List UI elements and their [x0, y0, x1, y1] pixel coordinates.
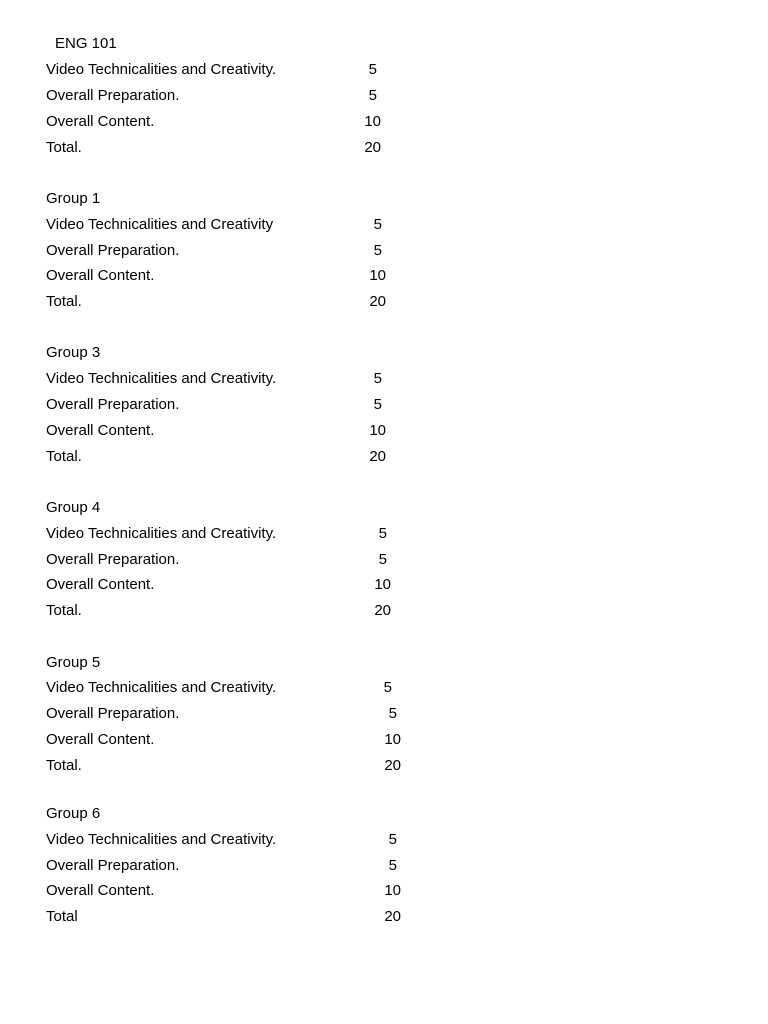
criterion-score: 10	[384, 731, 401, 748]
criterion-score: 10	[369, 267, 386, 284]
criterion-score: 5	[368, 61, 377, 78]
total-label: Total.	[46, 293, 82, 310]
total-score: 20	[369, 448, 386, 465]
criterion-label: Overall Preparation.	[46, 242, 180, 259]
criterion-label: Overall Preparation.	[46, 87, 180, 104]
criterion-score: 5	[388, 831, 397, 848]
criterion-score: 10	[384, 882, 401, 899]
criterion-score: 5	[383, 679, 392, 696]
criterion-label: Video Technicalities and Creativity.	[46, 370, 277, 387]
criterion-score: 5	[378, 551, 387, 568]
criterion-score: 5	[373, 216, 382, 233]
criterion-label: Video Technicalities and Creativity.	[46, 525, 277, 542]
criterion-label: Overall Content.	[46, 882, 155, 899]
criterion-score: 10	[369, 422, 386, 439]
criterion-score: 5	[388, 857, 397, 874]
total-label: Total.	[46, 448, 82, 465]
total-score: 20	[384, 908, 401, 925]
group-heading: Group 6	[46, 805, 101, 822]
criterion-score: 5	[373, 242, 382, 259]
criterion-score: 5	[378, 525, 387, 542]
total-label: Total.	[46, 602, 82, 619]
criterion-score: 5	[373, 396, 382, 413]
criterion-score: 10	[374, 576, 391, 593]
group-heading: Group 4	[46, 499, 101, 516]
criterion-label: Video Technicalities and Creativity.	[46, 679, 277, 696]
criterion-label: Overall Content.	[46, 267, 155, 284]
criterion-label: Overall Content.	[46, 731, 155, 748]
criterion-score: 10	[364, 113, 381, 130]
criterion-label: Video Technicalities and Creativity.	[46, 831, 277, 848]
total-score: 20	[374, 602, 391, 619]
group-heading: Group 5	[46, 654, 101, 671]
document-title: ENG 101	[55, 35, 117, 52]
criterion-label: Overall Preparation.	[46, 396, 180, 413]
criterion-label: Video Technicalities and Creativity.	[46, 61, 277, 78]
group-heading: Group 1	[46, 190, 101, 207]
total-label: Total	[46, 908, 78, 925]
total-label: Total.	[46, 757, 82, 774]
criterion-label: Overall Content.	[46, 422, 155, 439]
criterion-label: Video Technicalities and Creativity	[46, 216, 274, 233]
criterion-label: Overall Preparation.	[46, 551, 180, 568]
total-score: 20	[384, 757, 401, 774]
group-heading: Group 3	[46, 344, 101, 361]
criterion-label: Overall Preparation.	[46, 857, 180, 874]
total-score: 20	[364, 139, 381, 156]
criterion-label: Overall Content.	[46, 576, 155, 593]
total-label: Total.	[46, 139, 82, 156]
total-score: 20	[369, 293, 386, 310]
criterion-label: Overall Preparation.	[46, 705, 180, 722]
criterion-label: Overall Content.	[46, 113, 155, 130]
criterion-score: 5	[373, 370, 382, 387]
criterion-score: 5	[388, 705, 397, 722]
criterion-score: 5	[368, 87, 377, 104]
